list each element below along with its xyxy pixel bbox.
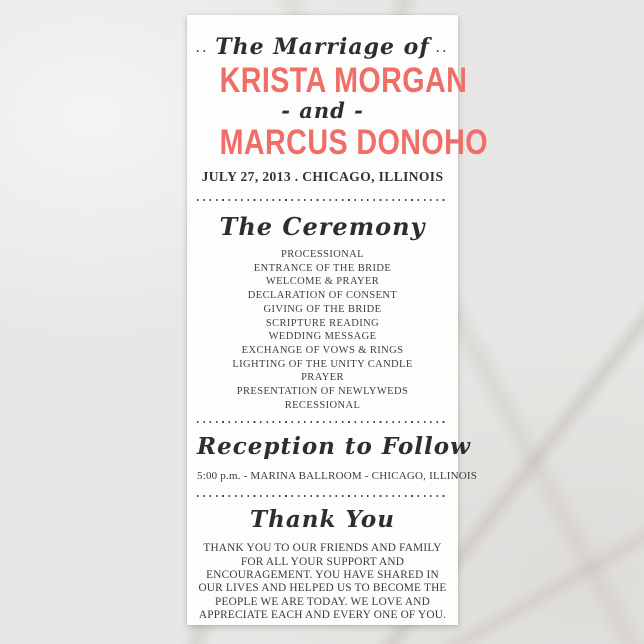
bride-name: KRISTA MORGAN	[219, 61, 468, 100]
pretitle-row	[197, 33, 448, 61]
reception-title: Reception to Follow	[197, 433, 471, 461]
ceremony-item: RECESSIONAL	[284, 399, 361, 411]
thank-you-title: Thank You	[250, 506, 395, 534]
ceremony-item: PRAYER	[301, 372, 344, 384]
pretitle-dotted-line-right	[437, 50, 448, 52]
groom-name: MARCUS DONOHO	[219, 123, 488, 162]
ceremony-item: GIVING OF THE BRIDE	[263, 303, 382, 315]
ceremony-item: WELCOME & PRAYER	[265, 276, 380, 288]
ceremony-title: The Ceremony	[219, 212, 426, 241]
ceremony-item: SCRIPTURE READING	[265, 317, 380, 329]
and-joiner: - and -	[281, 98, 364, 123]
event-date-location: JULY 27, 2013 . CHICAGO, ILLINOIS	[201, 169, 444, 184]
thank-you-message: THANK YOU TO OUR FRIENDS AND FAMILY FOR ALL YOUR SUPPORT AND ENCOURAGEMENT. YOU HAVE SHARED IN OUR LIVES AND HELPED US TO BECOME THE PEOPLE WE ARE TODAY. WE LOVE AND APPRECIATE EACH AND EVERY ONE OF YOU.	[198, 542, 447, 621]
ceremony-item: PRESENTATION OF NEWLYWEDS	[236, 386, 409, 398]
section-divider	[197, 421, 448, 423]
ceremony-item: WEDDING MESSAGE	[268, 331, 377, 343]
ceremony-item: EXCHANGE OF VOWS & RINGS	[241, 344, 404, 356]
ceremony-item: DECLARATION OF CONSENT	[247, 290, 398, 302]
section-divider	[197, 199, 448, 201]
wedding-program-card	[187, 15, 488, 625]
reception-details: 5:00 p.m. - MARINA BALLROOM - CHICAGO, ILLINOIS	[197, 470, 478, 483]
ceremony-item: ENTRANCE OF THE BRIDE	[253, 262, 392, 274]
ceremony-list	[197, 248, 448, 412]
section-divider	[197, 495, 448, 497]
ceremony-item: LIGHTING OF THE UNITY CANDLE	[232, 358, 413, 370]
pretitle-dotted-line-left	[197, 50, 208, 52]
ceremony-item: PROCESSIONAL	[281, 249, 364, 260]
pretitle: The Marriage of	[215, 34, 430, 60]
